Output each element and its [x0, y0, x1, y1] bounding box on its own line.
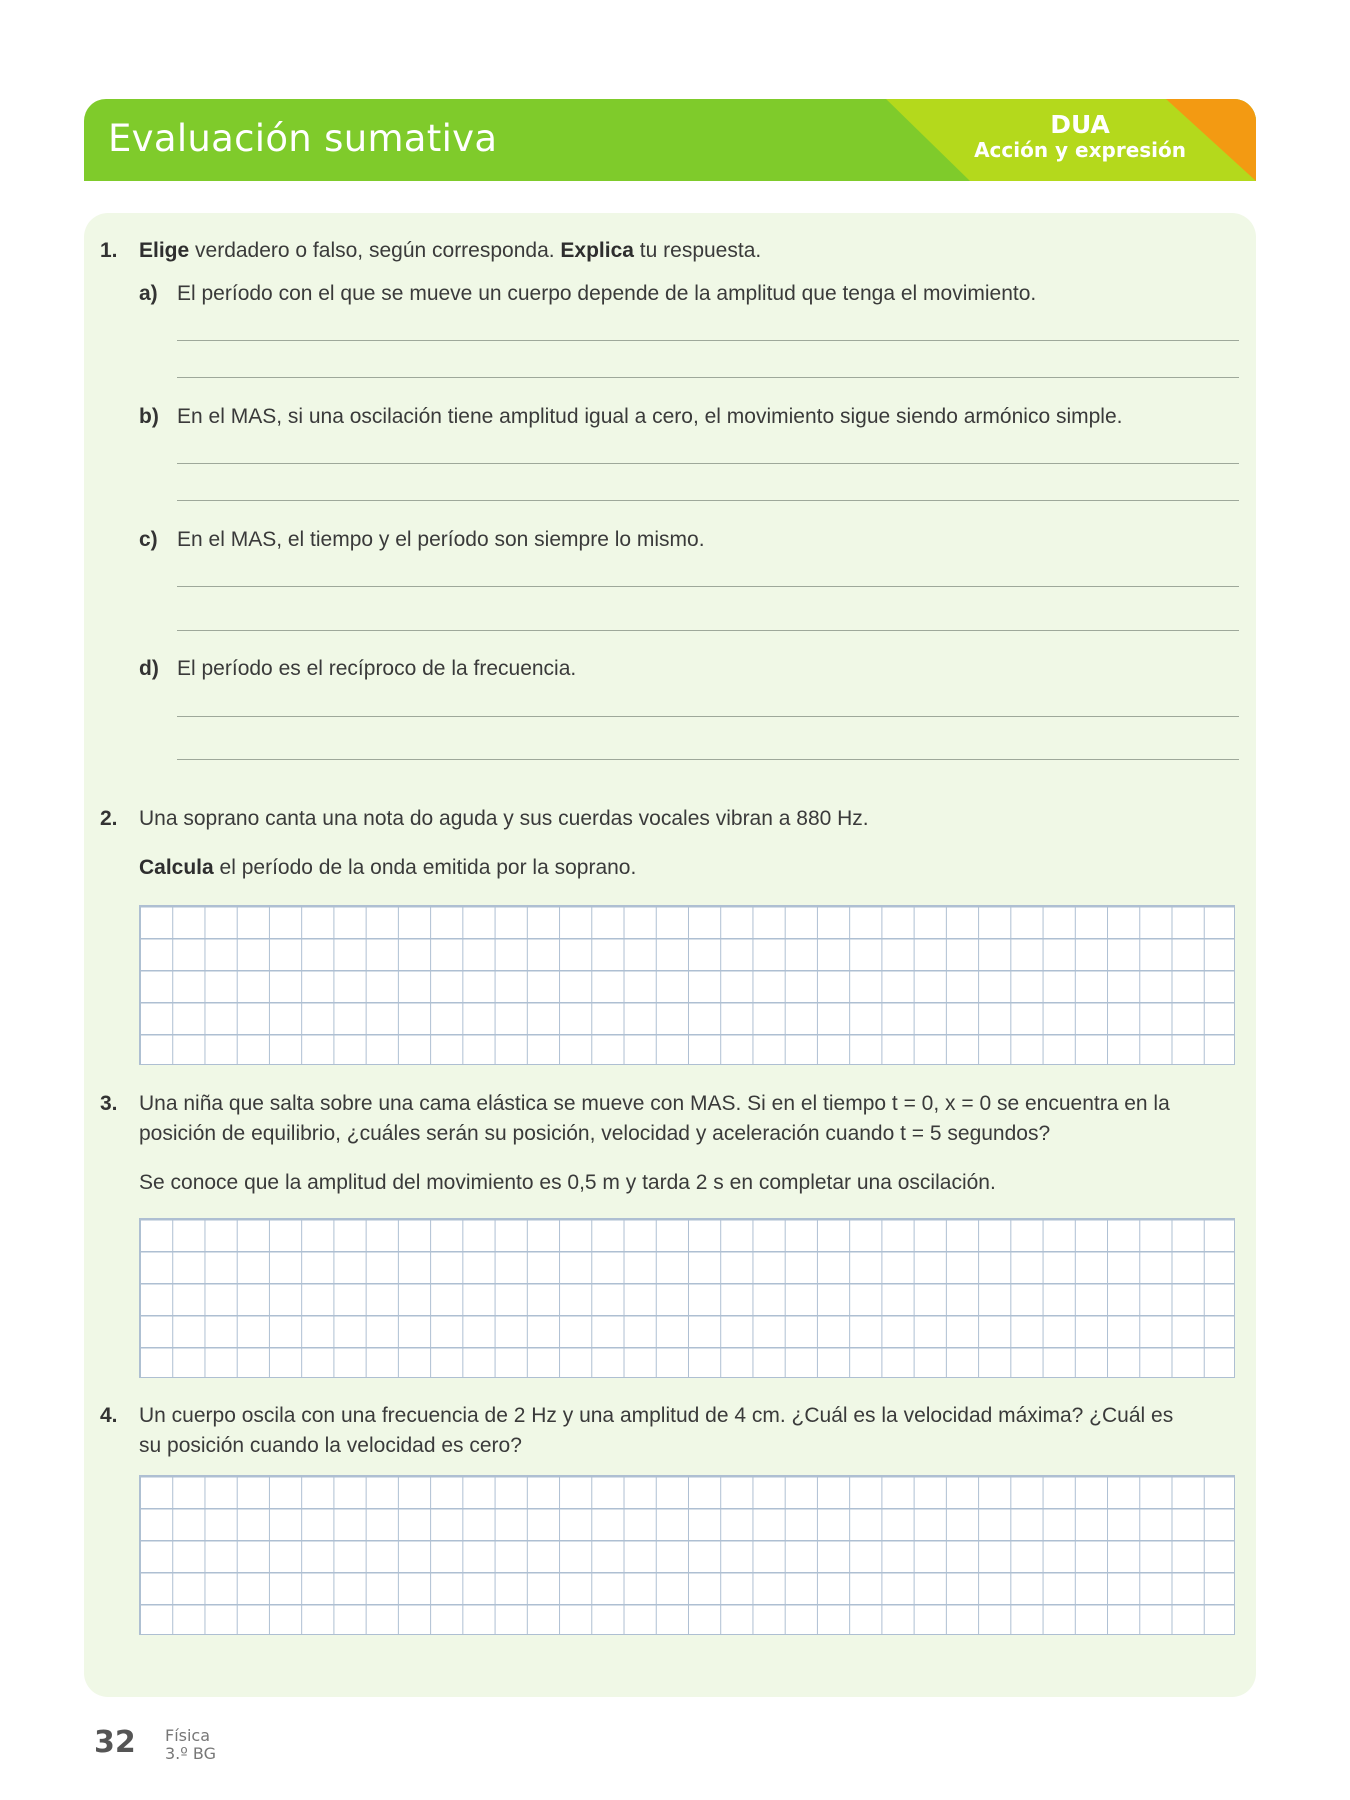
answer-line-1d-2[interactable]: [177, 759, 1239, 760]
answer-grid-4[interactable]: [139, 1475, 1235, 1635]
answer-line-1c-1[interactable]: [177, 586, 1239, 587]
answer-line-1b-2[interactable]: [177, 500, 1239, 501]
question-text: [139, 236, 761, 266]
section-header: [84, 99, 1256, 181]
question-text-line-2: posición de equilibrio, ¿cuáles serán su posición, velocidad y aceleración cuando t = 5 segundos?: [139, 1122, 1051, 1145]
page-number: 32: [94, 1725, 136, 1760]
answer-line-1d-1[interactable]: [177, 716, 1239, 717]
answer-line-1b-1[interactable]: [177, 463, 1239, 464]
instruction-verb: Elige: [139, 239, 190, 262]
question-given-data: Se conoce que la amplitud del movimiento es 0,5 m y tarda 2 s en completar una oscilación.: [139, 1171, 996, 1194]
footer-subject: Física: [165, 1726, 211, 1745]
question-text-part: tu respuesta.: [633, 239, 762, 262]
answer-line-1a-1[interactable]: [177, 340, 1239, 341]
dua-badge: [974, 111, 1186, 161]
item-text: En el MAS, si una oscilación tiene amplitud igual a cero, el movimiento sigue siendo armónico simple.: [177, 405, 1123, 428]
item-letter: a): [139, 282, 158, 305]
question-text-part: verdadero o falso, según corresponda.: [189, 239, 561, 262]
item-letter: b): [139, 405, 159, 428]
answer-line-1c-2[interactable]: [177, 630, 1239, 631]
instruction-verb: Explica: [560, 239, 634, 262]
item-text: El período con el que se mueve un cuerpo depende de la amplitud que tenga el movimiento.: [177, 282, 1037, 305]
dua-badge-subtitle: Acción y expresión: [974, 137, 1186, 162]
question-text: Una soprano canta una nota do aguda y sus cuerdas vocales vibran a 880 Hz.: [139, 807, 869, 830]
instruction-verb: Calcula: [139, 856, 214, 879]
answer-grid-3[interactable]: [139, 1218, 1235, 1378]
dua-badge-title: DUA: [1050, 110, 1110, 139]
item-text: El período es el recíproco de la frecuencia.: [177, 657, 577, 680]
item-text: En el MAS, el tiempo y el período son siempre lo mismo.: [177, 528, 705, 551]
question-number: 4.: [100, 1404, 118, 1427]
footer-book-info: [165, 1727, 216, 1763]
question-text-line-1: Un cuerpo oscila con una frecuencia de 2 Hz y una amplitud de 4 cm. ¿Cuál es la velocidad máxima? ¿Cuál es: [139, 1404, 1174, 1427]
question-text-line-1: Una niña que salta sobre una cama elástica se mueve con MAS. Si en el tiempo t = 0, x = 0 se encuentra en la: [139, 1092, 1170, 1115]
page-title: Evaluación sumativa: [108, 117, 498, 160]
answer-line-1a-2[interactable]: [177, 377, 1239, 378]
item-letter: c): [139, 528, 158, 551]
question-text-part: el período de la onda emitida por la soprano.: [213, 856, 637, 879]
question-text-line-2: su posición cuando la velocidad es cero?: [139, 1434, 522, 1457]
item-letter: d): [139, 657, 159, 680]
question-number: 1.: [100, 239, 118, 262]
footer-grade: 3.º BG: [165, 1744, 216, 1763]
question-number: 3.: [100, 1092, 118, 1115]
answer-grid-2[interactable]: [139, 905, 1235, 1065]
question-text: [139, 853, 636, 883]
question-number: 2.: [100, 807, 118, 830]
